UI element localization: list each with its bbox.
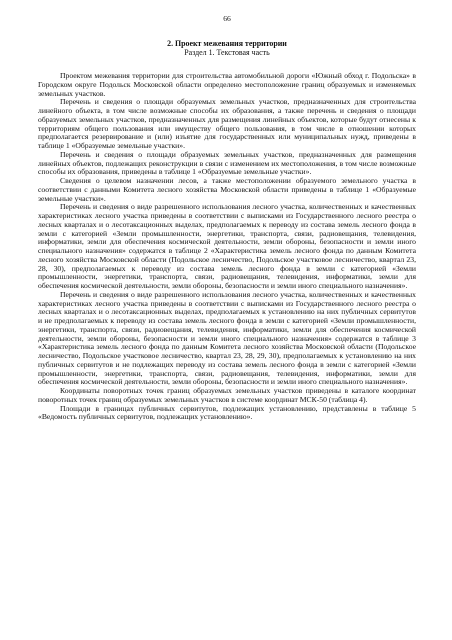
paragraph: Перечень и сведения о площади образуемых земельных участков, предназначенных для размещения линейных объектов, подлежащих реконструкции в связи с изменением их местоположения, в том числе возможные способы их образования, приведены в таблице 1 «Образуемые земельные участки». (38, 149, 416, 177)
page-number: 66 (223, 14, 231, 23)
paragraph: Координаты поворотных точек границ образуемых земельных участков приведены в каталоге координат поворотных точек границ образуемых земельных участков в системе координат МСК-50 (таблица 4). (38, 386, 416, 404)
paragraph: Перечень и сведения о виде разрешенного использования лесного участка, количественных и качественных характеристиках лесного участка приведены в соответствии с выписками из Государственного лесного реестра о лесных кварталах и о лесотаксационных выделах, предполагаемых к переводу из состава земель лесного фонда в земли с категорией «Земли промышленности, энергетики, транспорта, связи, радиовещания, телевидения, информатики, земли для обеспечения космической деятельности, земли обороны, безопасности и земли иного специального назначения» содержатся в таблице 2 «Характеристика земель лесного фонда по данным Комитета лесного хозяйства Московской области (Подольское лесничество, Подольское участковое лесничество, квартал 23, 28, 30), предполагаемых к переводу из состава земель лесного фонда в земли с категорией «Земли промышленности, энергетики, транспорта, связи, радиовещания, телевидения, информатики, земли для обеспечения космической деятельности, земли обороны, безопасности и земли иного специального назначения». (38, 202, 416, 290)
paragraph: Перечень и сведения о виде разрешенного использования лесного участка, количественных и качественных характеристиках лесного участка приведены в соответствии с выписками из Государственного лесного реестра о лесных кварталах и о лесотаксационных выделах, предполагаемых к установлению на них публичных сервитутов и не предполагаемых к переводу из состава земель лесного фонда в земли с категорией «Земли промышленности, энергетики, транспорта, связи, радиовещания, телевидения, информатики, земли для обеспечения космической деятельности, земли обороны, безопасности и земли иного специального назначения» содержатся в таблице 3 «Характеристика земель лесного фонда по данным Комитета лесного хозяйства Московской области (Подольское лесничество, Подольское участковое лесничество, квартал 23, 28, 29, 30), предполагаемых к установлению на них публичных сервитутов и не подлежащих переводу из состава земель лесного фонда в земли с категорией «Земли промышленности, энергетики, транспорта, связи, радиовещания, телевидения, информатики, земли для обеспечения космической деятельности, земли обороны, безопасности и земли иного специального назначения». (38, 289, 416, 387)
paragraph: Сведения о целевом назначении лесов, а также местоположении образуемого земельного участка в соответствии с данными Комитета лесного хозяйства Московской области приведены в таблице 1 «Образуемые земельные участки». (38, 176, 416, 203)
section-title: 2. Проект межевания территории (167, 39, 287, 48)
section-subtitle: Раздел 1. Текстовая часть (184, 48, 270, 57)
paragraph: Проектом межевания территории для строительства автомобильной дороги «Южный обход г. Подольска» в Городском округе Подольск Московской области определено местоположение границ образуемых и изменяемых земельных участков. (38, 71, 416, 98)
paragraph: Площади в границах публичных сервитутов, подлежащих установлению, представлены в таблице 5 «Ведомость публичных сервитутов, подлежащих установлению». (38, 403, 416, 422)
paragraph: Перечень и сведения о площади образуемых земельных участков, предназначенных для строительства линейного объекта, в том числе возможные способы их образования, а также перечень и сведения о площади образуемых земельных участков, предназначенных для размещения линейных объектов, которые будут отнесены к территориям общего пользования или имуществу общего пользования, в том числе в отношении которых предполагается резервирование и (или) изъятие для государственных или муниципальных нужд, приведены в таблице 1 «Образуемые земельные участки». (38, 97, 416, 150)
